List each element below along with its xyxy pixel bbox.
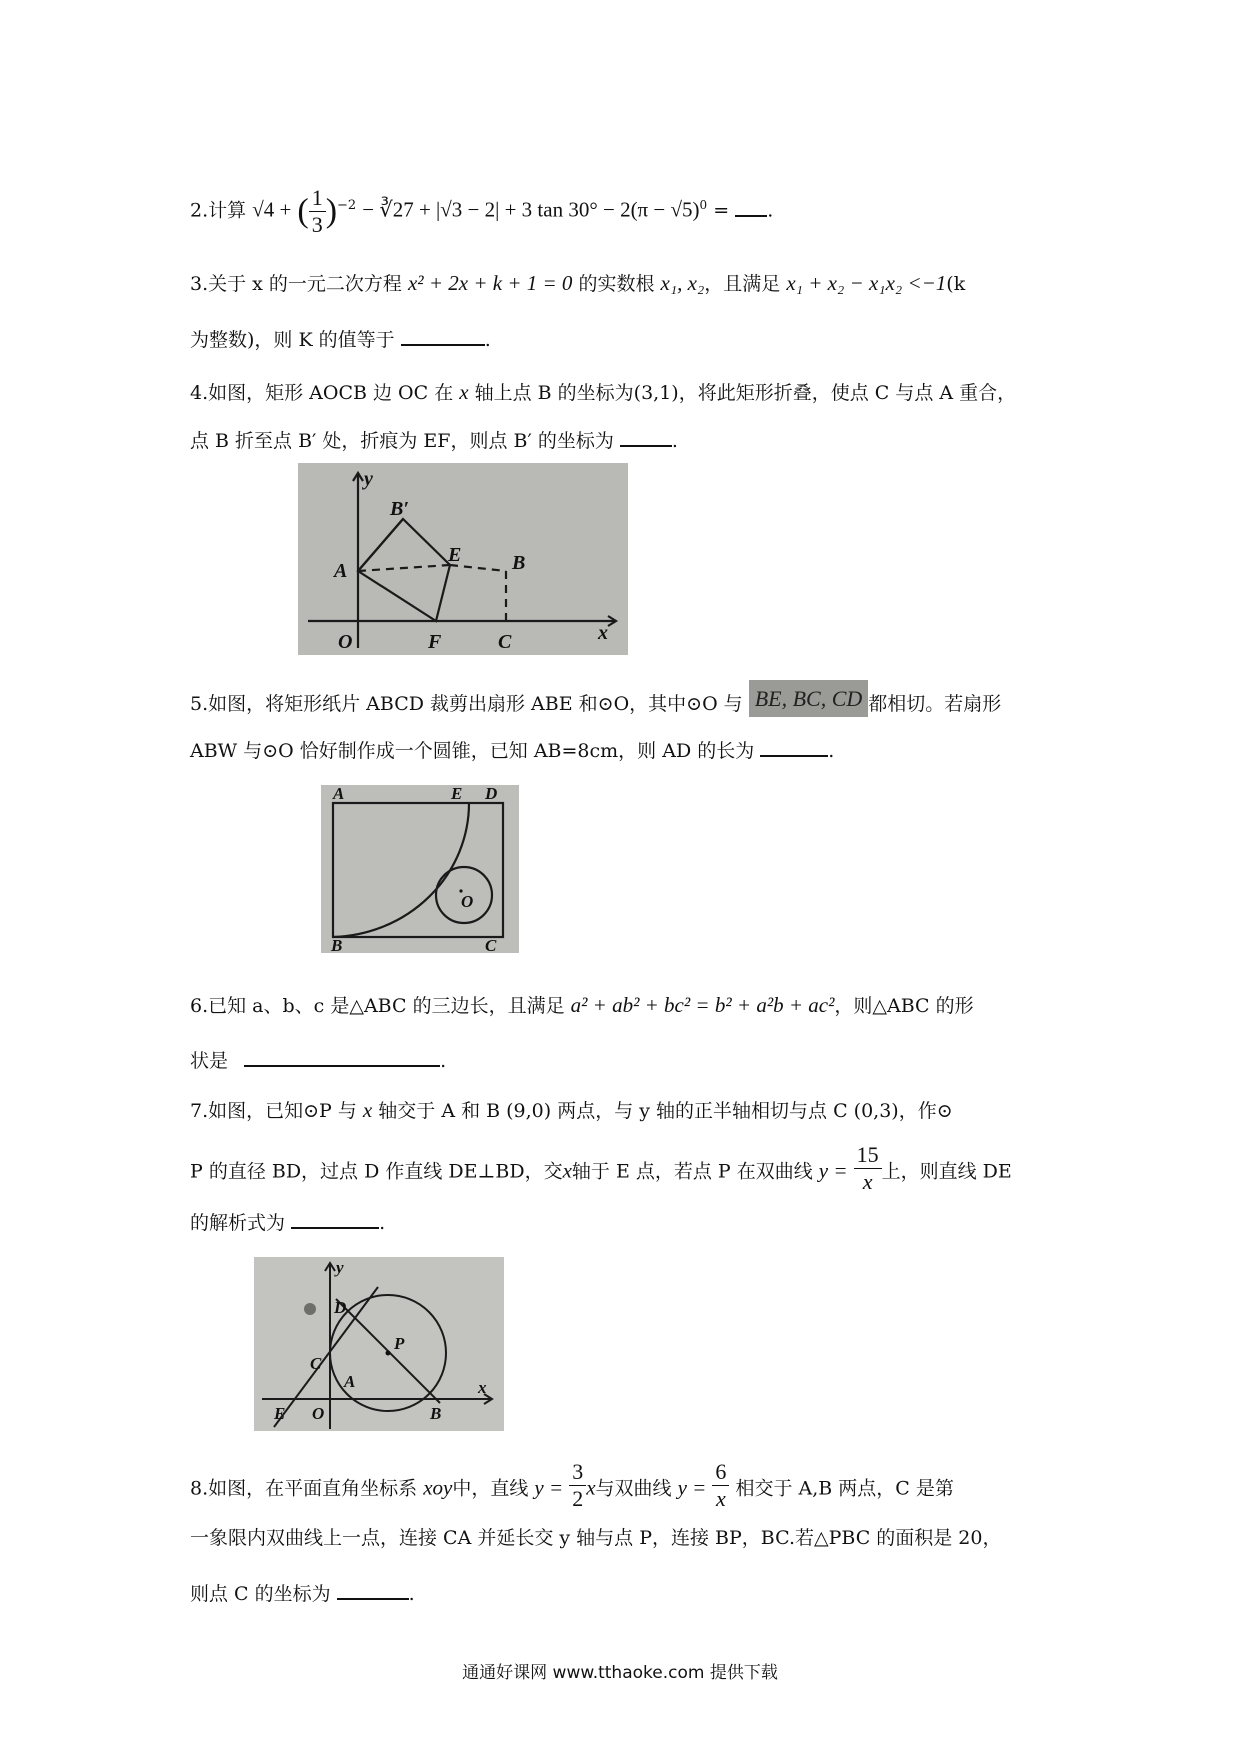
q2-line: 2.计算 √4 + ( $\frac{1}{3}$ )$^{-2}$ − ∛27 + |√3 − 2| + 3 $\tan 30^\circ - 2(\pi - √5)^0$ = . [190, 185, 774, 237]
q7-label-x: x [478, 1378, 487, 1397]
q8-text-d: 相交于 A,B 两点，C 是第 [735, 1477, 954, 1500]
q3-line1 [190, 268, 965, 299]
q4-x: x [459, 380, 469, 404]
q7-label-d: D [334, 1298, 347, 1317]
q2-prefix: 2.计算 [190, 199, 247, 222]
q8-fraction2 [712, 1459, 729, 1512]
q3-end: . [484, 329, 491, 351]
q5-label-d: D [485, 785, 498, 803]
q3-answer-blank[interactable] [401, 324, 485, 346]
q4-label-b: B [512, 552, 526, 574]
q2-frac-den: 3 [311, 212, 323, 237]
q5-label-b: B [331, 936, 343, 953]
q7-frac-den: x [862, 1169, 873, 1194]
q7-x2: x [562, 1158, 572, 1183]
q5-text-2: ABW 与⊙O 恰好制作成一个圆锥，已知 AB=8cm，则 AD 的长为 [190, 740, 755, 762]
q4-label-y: y [364, 468, 373, 490]
q7-y-eq: y = [818, 1158, 848, 1183]
q8-y2: y = [677, 1475, 707, 1500]
q4-label-x: x [598, 622, 608, 644]
q5-label-a: A [333, 785, 345, 803]
q7-line2 [190, 1142, 1012, 1199]
q8-x: x [586, 1475, 596, 1500]
q3-roots: x₁, x₂ [660, 271, 705, 295]
q8-text-a: 8.如图，在平面直角坐标系 [190, 1477, 418, 1500]
q6-answer-blank[interactable] [244, 1045, 440, 1067]
q7-text-2a: P 的直径 BD，过点 D 作直线 DE⊥BD，交 [190, 1160, 563, 1183]
q4-figure [298, 463, 628, 655]
q7-label-b: B [430, 1404, 442, 1423]
q7-label-e: E [274, 1404, 286, 1423]
q5-label-c: C [485, 936, 497, 953]
q2-frac-num: 1 [309, 185, 326, 212]
q4-text-a: 4.如图，矩形 AOCB 边 OC 在 [190, 382, 454, 404]
q8-frac1-den: 2 [572, 1486, 584, 1511]
q8-frac1-num: 3 [569, 1459, 586, 1486]
q5-text-a: 5.如图，将矩形纸片 ABCD 裁剪出扇形 ABE 和⊙O，其中⊙O 与 [190, 693, 743, 715]
q8-line3 [190, 1578, 415, 1609]
q7-text-3: 的解析式为 [190, 1212, 286, 1234]
q7-text-2c: 上，则直线 DE [881, 1160, 1012, 1183]
q7-end: . [379, 1212, 386, 1234]
q5-answer-blank[interactable] [760, 735, 828, 757]
q5-arcs-image: BE, BC, CD [749, 680, 869, 717]
q8-text-3: 则点 C 的坐标为 [190, 1583, 331, 1605]
q7-line1 [190, 1095, 953, 1126]
q4-line2 [190, 425, 678, 456]
q5-line1 [190, 688, 1001, 719]
q4-label-o: O [338, 631, 353, 653]
q3-line2 [190, 324, 491, 355]
q6-end: . [440, 1050, 447, 1072]
q4-label-c: C [498, 631, 512, 653]
q8-end: . [408, 1583, 415, 1605]
q4-line1 [190, 377, 1016, 408]
q4-text-2: 点 B 折至点 B′ 处，折痕为 EF，则点 B′ 的坐标为 [190, 430, 614, 452]
q6-line2 [190, 1045, 446, 1076]
q5-label-e: E [451, 785, 463, 803]
q5-line2 [190, 735, 834, 766]
q8-line2 [190, 1523, 1001, 1553]
q5-end: . [828, 740, 835, 762]
q7-text-2b: 轴于 E 点，若点 P 在双曲线 [571, 1160, 813, 1183]
q6-equation: a² + ab² + bc² = b² + a²b + ac² [570, 993, 835, 1017]
q6-text-b: ，则△ABC 的形 [834, 995, 974, 1017]
q7-label-c: C [310, 1354, 322, 1373]
q3-text-a: 3.关于 x 的一元二次方程 [190, 273, 402, 295]
q7-label-a: A [344, 1372, 356, 1391]
q7-line3 [190, 1207, 385, 1238]
q4-text-b: 轴上点 B 的坐标为(3,1)，将此矩形折叠，使点 C 与点 A 重合， [474, 382, 1017, 404]
q5-text-b: 都相切。若扇形 [868, 693, 1002, 715]
q8-answer-blank[interactable] [337, 1578, 409, 1600]
q4-label-bprime: B′ [390, 498, 409, 520]
q7-text-b: 轴交于 A 和 B (9,0) 两点，与 y 轴的正半轴相切与点 C (0,3)，作⊙ [378, 1100, 953, 1122]
q7-label-o: O [312, 1404, 325, 1423]
q8-y1: y = [534, 1475, 564, 1500]
q4-end: . [671, 430, 678, 452]
q8-text-b: 中，直线 [452, 1477, 529, 1500]
q2-power: −2 [337, 198, 357, 214]
q3-condition: x₁ + x₂ − x₁x₂ <−1 [786, 271, 947, 295]
q4-answer-blank[interactable] [620, 425, 672, 447]
q8-fraction1 [569, 1459, 586, 1512]
q3-text-2: 为整数)，则 K 的值等于 [190, 329, 395, 351]
q2-fraction [309, 185, 326, 238]
q7-fraction [854, 1142, 882, 1195]
q4-label-e: E [448, 544, 462, 566]
q2-answer-blank[interactable] [735, 195, 767, 217]
q8-text-2: 一象限内双曲线上一点，连接 CA 并延长交 y 轴与点 P，连接 BP，BC.若△PBC 的面积是 20， [190, 1527, 1002, 1549]
q2-rest: − ∛27 + |√3 − 2| + 3 tan 30° − 2(π − √5) [362, 197, 700, 222]
q2-sqrt4: √4 + [252, 197, 292, 222]
q2-end: . [767, 199, 774, 222]
q8-frac2-num: 6 [712, 1459, 729, 1486]
q2-zero: 0 [699, 198, 708, 213]
page-footer: 通通好课网 www.tthaoke.com 提供下载 [462, 1663, 778, 1683]
q7-label-p: P [394, 1334, 405, 1353]
q7-answer-blank[interactable] [291, 1207, 379, 1229]
q2-eq: = [713, 199, 730, 222]
q3-text-c: ，且满足 [704, 273, 781, 295]
q5-figure [321, 785, 519, 953]
q8-xoy: xoy [423, 1475, 453, 1500]
q8-line1 [190, 1459, 954, 1516]
q7-figure [254, 1257, 504, 1431]
q7-label-y: y [336, 1258, 344, 1277]
q3-equation: x² + 2x + k + 1 = 0 [407, 271, 573, 295]
q4-label-f: F [428, 631, 442, 653]
q3-text-d: (k [946, 273, 966, 295]
q5-label-o: O [461, 892, 474, 911]
q6-line1 [190, 990, 974, 1021]
q7-x1: x [362, 1098, 373, 1122]
q7-text-a: 7.如图，已知⊙P 与 [190, 1100, 357, 1122]
q8-text-c: 与双曲线 [595, 1477, 672, 1500]
q7-frac-num: 15 [854, 1142, 882, 1169]
q3-text-b: 的实数根 [578, 273, 655, 295]
q6-text-a: 6.已知 a、b、c 是△ABC 的三边长，且满足 [190, 995, 565, 1017]
q4-label-a: A [334, 560, 348, 582]
q8-frac2-den: x [716, 1486, 726, 1511]
q6-text-2: 状是 [190, 1050, 229, 1072]
